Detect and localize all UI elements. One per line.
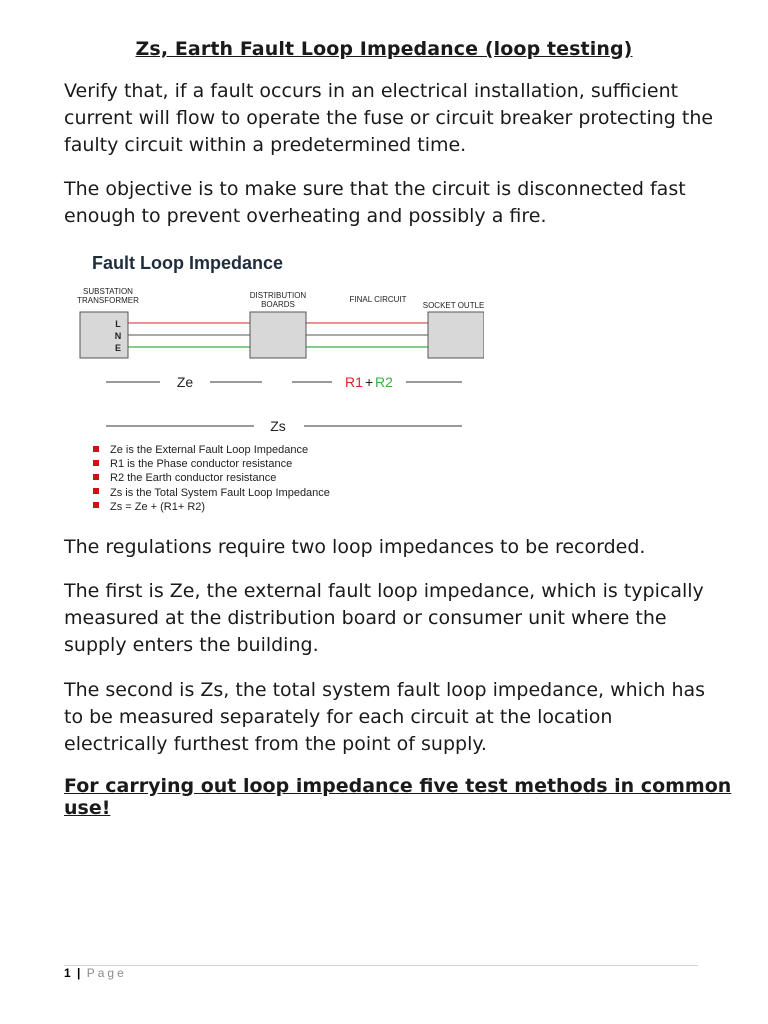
r2-label: R2	[375, 374, 393, 390]
diagram-heading: Fault Loop Impedance	[92, 253, 284, 273]
legend-item: Zs = Ze + (R1+ R2)	[110, 501, 206, 513]
page-footer	[64, 966, 127, 980]
socket-outlet-label: SOCKET OUTLET	[422, 301, 484, 310]
legend-item: Zs is the Total System Fault Loop Impedance	[110, 487, 330, 499]
legend-bullet	[93, 474, 99, 480]
diagram-svg	[64, 240, 484, 525]
conductor-l: L	[115, 319, 121, 329]
legend-item: Ze is the External Fault Loop Impedance	[110, 444, 309, 456]
zs-label: Zs	[270, 418, 286, 434]
distribution-label-1: DISTRIBUTION	[249, 291, 307, 300]
substation-label-2: TRANSFORMER	[77, 296, 139, 305]
intro-paragraph: Verify that, if a fault occurs in an electrical installation, sufficient current will flow to operate the fuse or circuit breaker protecting the faulty circuit within a predetermined time.	[64, 80, 714, 156]
legend-item: R2 the Earth conductor resistance	[110, 472, 277, 484]
fault-loop-diagram	[64, 240, 484, 525]
ze-paragraph: The first is Ze, the external fault loop impedance, which is typically measured at the distribution board or consumer unit where the supply enters the building.	[64, 580, 704, 656]
socket-outlet-box	[428, 312, 484, 358]
test-methods-callout: For carrying out loop impedance five test methods in common use!	[64, 775, 732, 819]
zs-paragraph: The second is Zs, the total system fault loop impedance, which has to be measured separately for each circuit at the location electrically furthest from the point of supply.	[64, 679, 706, 755]
legend-item: R1 is the Phase conductor resistance	[110, 458, 293, 470]
conductor-n: N	[114, 331, 122, 341]
legend-bullet	[93, 460, 99, 466]
distribution-box	[250, 312, 306, 358]
legend-bullet	[93, 502, 99, 508]
objective-paragraph: The objective is to make sure that the circuit is disconnected fast enough to prevent overheating and possibly a fire.	[64, 178, 686, 227]
footer-divider	[64, 965, 698, 966]
regulations-paragraph: The regulations require two loop impedances to be recorded.	[64, 536, 646, 558]
r1-label: R1	[345, 374, 363, 390]
conductor-e: E	[114, 343, 122, 353]
legend-bullet	[93, 446, 99, 452]
final-circuit-label: FINAL CIRCUIT	[349, 295, 407, 304]
footer-separator: |	[77, 966, 81, 980]
page-title: Zs, Earth Fault Loop Impedance (loop testing)	[135, 38, 633, 60]
page-word: Page	[86, 966, 127, 980]
distribution-label-2: BOARDS	[261, 300, 295, 309]
diagram-legend	[93, 444, 330, 513]
plus-label: +	[365, 374, 374, 390]
ze-label: Ze	[176, 374, 194, 390]
substation-label-1: SUBSTATION	[83, 287, 133, 296]
legend-bullet	[93, 488, 99, 494]
page-number: 1	[64, 966, 71, 980]
